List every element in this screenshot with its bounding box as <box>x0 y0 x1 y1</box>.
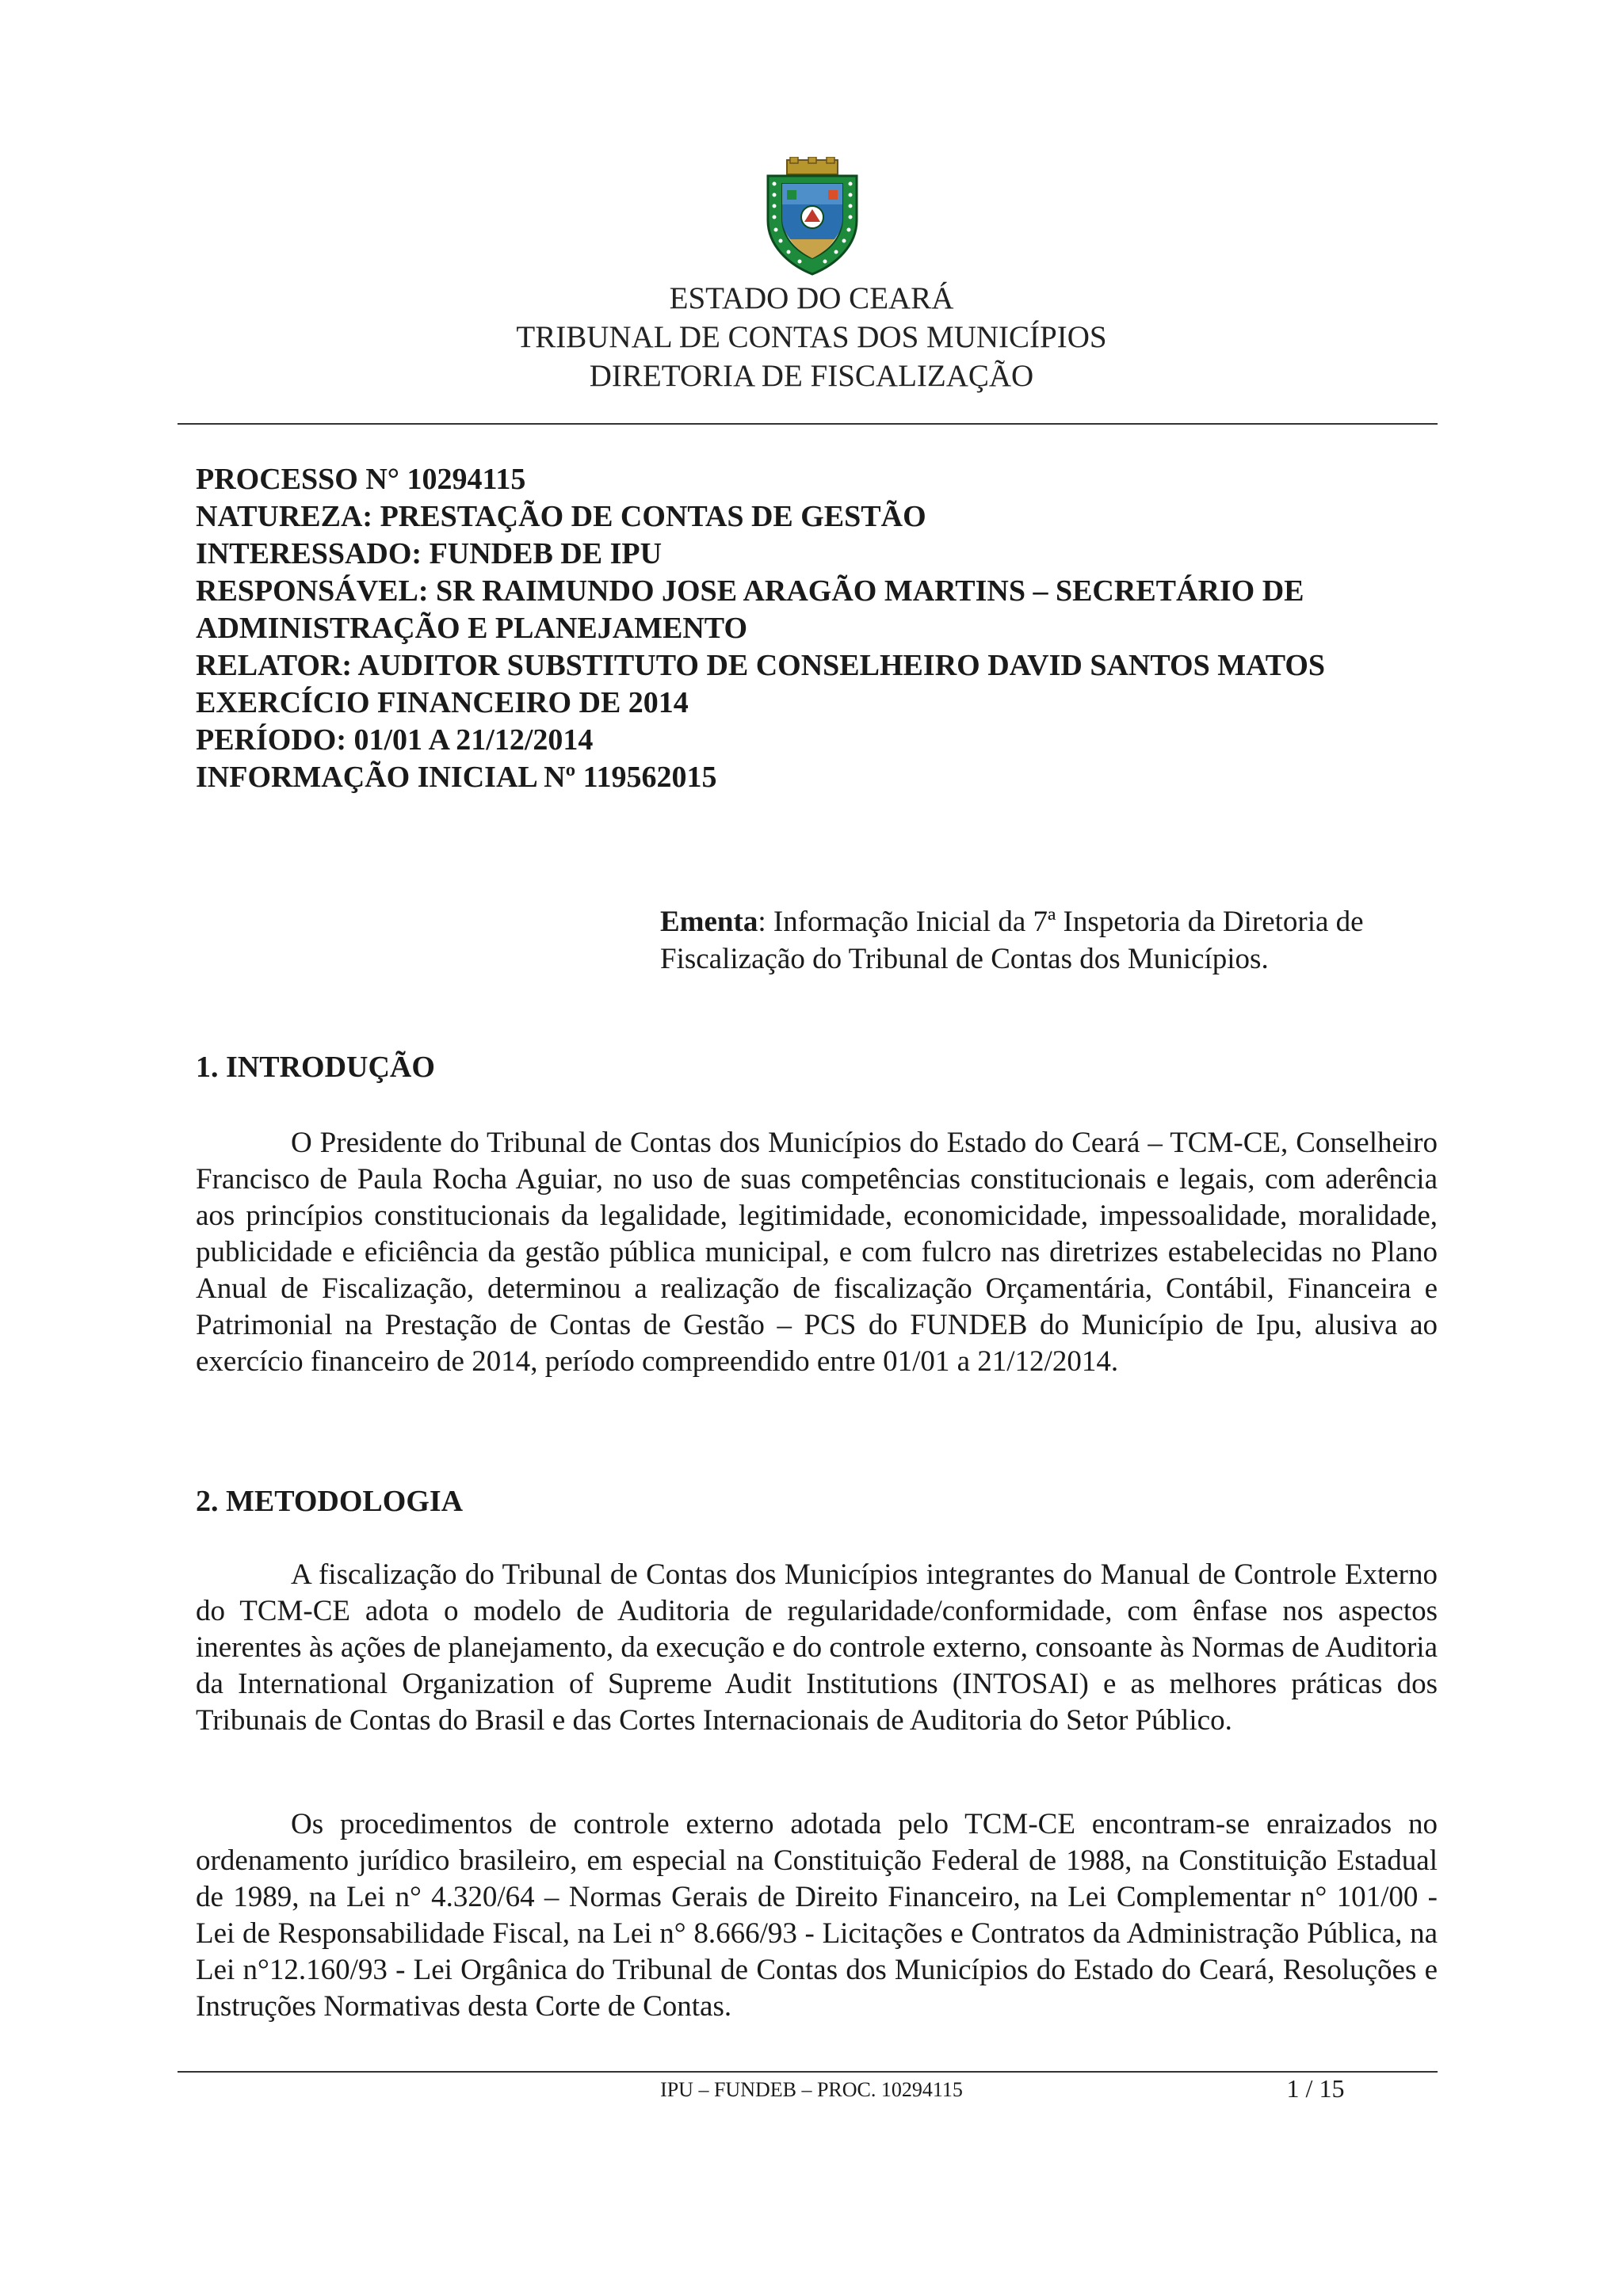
ementa-block <box>660 903 1437 978</box>
section-title-introducao: 1. INTRODUÇÃO <box>196 1051 435 1084</box>
paragraph-metodologia-1: A fiscalização do Tribunal de Contas dos Municípios integrantes do Manual de Controle Externo do TCM-CE adota o modelo de Auditoria de regularidade/conformidade, com ênfase nos aspectos inerentes às ações de planejamento, da execução e do controle externo, consoante às Normas de Auditoria da International Organization of Supreme Audit Institutions (INTOSAI) e as melhores práticas dos Tribunais de Contas do Brasil e das Cortes Internacionais de Auditoria do Setor Público. <box>196 1558 1438 1737</box>
header-directorate: DIRETORIA DE FISCALIZAÇÃO <box>589 359 1034 393</box>
header-divider <box>178 423 1438 425</box>
meta-periodo: PERÍODO: 01/01 A 21/12/2014 <box>196 723 594 757</box>
meta-informacao: INFORMAÇÃO INICIAL Nº 119562015 <box>196 761 717 794</box>
paragraph-metodologia-2: Os procedimentos de controle externo adotada pelo TCM-CE encontram-se enraizados no ordenamento jurídico brasileiro, em especial na Constituição Federal de 1988, na Constituição Estadual de 1989, na Lei n° 4.320/64 – Normas Gerais de Direito Financeiro, na Lei Complementar n° 101/00 - Lei de Responsabilidade Fiscal, na Lei n° 8.666/93 - Licitações e Contratos da Administração Pública, na Lei n°12.160/93 - Lei Orgânica do Tribunal de Contas dos Municípios do Estado do Ceará, Resoluções e Instruções Normativas desta Corte de Contas. <box>196 1808 1438 2023</box>
process-metadata <box>196 461 1438 796</box>
section-title-metodologia: 2. METODOLOGIA <box>196 1485 464 1518</box>
meta-relator: RELATOR: AUDITOR SUBSTITUTO DE CONSELHEIRO DAVID SANTOS MATOS <box>196 649 1326 682</box>
footer-divider <box>178 2071 1438 2073</box>
ementa-text: : Informação Inicial da 7ª Inspetoria da Diretoria de Fiscalização do Tribunal de Contas dos Municípios. <box>660 906 1364 975</box>
header-tribunal: TRIBUNAL DE CONTAS DOS MUNICÍPIOS <box>516 320 1107 354</box>
ementa-label: Ementa <box>660 906 758 938</box>
page-footer: IPU – FUNDEB – PROC. 10294115 <box>660 2078 963 2101</box>
meta-natureza: NATUREZA: PRESTAÇÃO DE CONTAS DE GESTÃO <box>196 500 926 533</box>
header-state: ESTADO DO CEARÁ <box>669 281 954 315</box>
document-header <box>0 279 1623 395</box>
state-coat-of-arms-icon <box>763 157 861 276</box>
meta-interessado: INTERESSADO: FUNDEB DE IPU <box>196 537 663 570</box>
paragraph-introducao: O Presidente do Tribunal de Contas dos Municípios do Estado do Ceará – TCM-CE, Conselheiro Francisco de Paula Rocha Aguiar, no uso de suas competências constitucionais e legais, com aderência aos princípios constitucionais da legalidade, legitimidade, economicidade, impessoalidade, moralidade, publicidade e eficiência da gestão pública municipal, e com fulcro nas diretrizes estabelecidas no Plano Anual de Fiscalização, determinou a realização de fiscalização Orçamentária, Contábil, Financeira e Patrimonial na Prestação de Contas de Gestão – PCS do FUNDEB do Município de Ipu, alusiva ao exercício financeiro de 2014, período compreendido entre 01/01 a 21/12/2014. <box>196 1127 1438 1378</box>
meta-exercicio: EXERCÍCIO FINANCEIRO DE 2014 <box>196 686 689 719</box>
page-number: 1 / 15 <box>1286 2074 1345 2103</box>
meta-responsavel: RESPONSÁVEL: SR RAIMUNDO JOSE ARAGÃO MARTINS – SECRETÁRIO DE ADMINISTRAÇÃO E PLANEJAMENTO <box>196 574 1304 645</box>
meta-processo: PROCESSO N° 10294115 <box>196 463 526 496</box>
